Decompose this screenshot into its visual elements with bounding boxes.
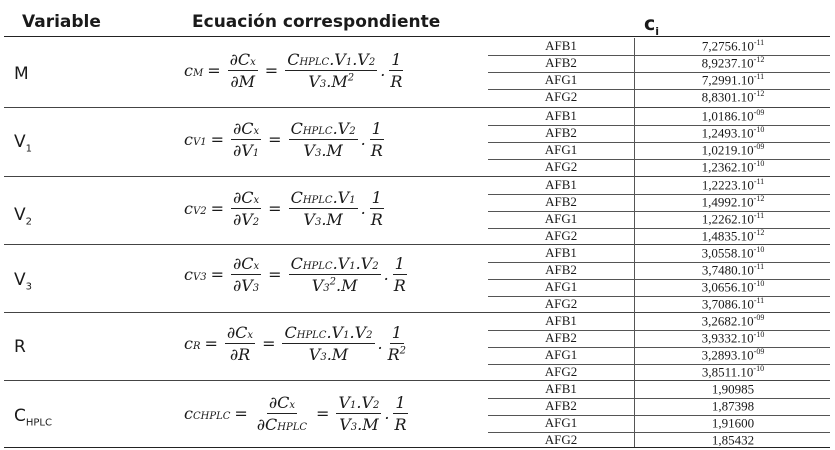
variable-label: M: [14, 64, 29, 84]
ci-label: AFG1: [544, 72, 578, 87]
variable-label: $C_{HPLC}$: [14, 406, 52, 429]
variable-label: $V_2$: [14, 205, 33, 228]
ci-value: $1,0219.10^{-09}$: [701, 142, 765, 158]
header-variable: Variable: [22, 12, 101, 32]
ci-label: AFB1: [545, 38, 577, 53]
ci-row: [488, 313, 830, 330]
row-separator: [488, 194, 830, 195]
ci-value: $1,2493.10^{-10}$: [701, 125, 765, 141]
ci-label: AFB1: [545, 381, 577, 396]
ci-row: [488, 38, 830, 55]
variable-label: $V_1$: [14, 132, 33, 155]
ci-label: AFB2: [545, 398, 577, 413]
ci-value: $1,2223.10^{-11}$: [701, 177, 765, 193]
ci-label: AFG2: [544, 364, 578, 379]
ci-label: AFB2: [545, 194, 577, 209]
ci-value: $3,0558.10^{-10}$: [701, 245, 765, 261]
ci-label: AFB2: [545, 262, 577, 277]
ci-value: $7,2756.10^{-11}$: [701, 38, 765, 54]
row-separator: [488, 228, 830, 229]
ci-value: 1,85432: [711, 432, 755, 448]
header-equation: Ecuación correspondiente: [192, 12, 441, 32]
ci-row: [488, 142, 830, 159]
ci-value: 1,90985: [711, 381, 755, 397]
header-rule: [4, 36, 830, 37]
header-ci-sub: i: [655, 24, 660, 38]
row-separator: [488, 364, 830, 365]
ci-label: AFB1: [545, 108, 577, 123]
ci-value: $3,2682.10^{-09}$: [701, 313, 765, 329]
ci-label: AFG2: [544, 296, 578, 311]
ci-row: [488, 347, 830, 364]
row-separator: [488, 398, 830, 399]
ci-label: AFB2: [545, 55, 577, 70]
ci-row: [488, 415, 830, 432]
ci-value: 1,91600: [711, 415, 755, 431]
ci-row: [488, 330, 830, 347]
ci-label: AFB1: [545, 177, 577, 192]
ci-row: [488, 194, 830, 211]
ci-value: $3,7480.10^{-11}$: [701, 262, 765, 278]
ci-label: AFB1: [545, 313, 577, 328]
row-separator: [488, 347, 830, 348]
ci-row: [488, 72, 830, 89]
ci-value: $1,4835.10^{-12}$: [701, 228, 765, 244]
ci-value: $3,0656.10^{-10}$: [701, 279, 765, 295]
row-separator: [488, 125, 830, 126]
variable-label: R: [14, 337, 26, 357]
ci-value: $3,2893.10^{-09}$: [701, 347, 765, 363]
equation-r: cR = $\frac{\partial Cx}{\partial R}$ = $\frac{\text{CHPLC.V1.V2}}{V3.M}$ . $\frac{1}{R^2}$: [184, 323, 407, 364]
ci-row: [488, 296, 830, 313]
row-separator: [488, 279, 830, 280]
row-separator: [488, 432, 830, 433]
row-separator: [488, 262, 830, 263]
row-separator: [488, 89, 830, 90]
ci-label: AFB2: [545, 125, 577, 140]
ci-value: $7,2991.10^{-11}$: [701, 72, 765, 88]
ci-row: [488, 364, 830, 381]
row-separator: [488, 296, 830, 297]
ci-label: AFB2: [545, 330, 577, 345]
equation-v2: cV2 = $\frac{\partial Cx}{\partial V2}$ = $\frac{\text{CHPLC.V1}}{V3.M}$ . $\frac{1}{R}$: [184, 188, 383, 229]
ci-value: $3,7086.10^{-11}$: [701, 296, 765, 312]
ci-label: AFG2: [544, 89, 578, 104]
ci-label: AFG1: [544, 142, 578, 157]
ci-row: [488, 125, 830, 142]
ci-value: $1,4992.10^{-12}$: [701, 194, 765, 210]
ci-label: AFG1: [544, 415, 578, 430]
row-separator: [488, 415, 830, 416]
ci-row: [488, 432, 830, 449]
ci-label: AFG1: [544, 211, 578, 226]
row-separator: [488, 142, 830, 143]
ci-value: 1,87398: [711, 398, 755, 414]
ci-row: [488, 108, 830, 125]
ci-row: [488, 245, 830, 262]
ci-value: $1,0186.10^{-09}$: [701, 108, 765, 124]
ci-row: [488, 262, 830, 279]
ci-label: AFB1: [545, 245, 577, 260]
ci-value: $8,8301.10^{-12}$: [701, 89, 765, 105]
equation-chplc: cCHPLC = $\frac{\partial Cx}{\text{∂CHPLC}}$ = $\frac{V1.V2}{V3.M}$ . $\frac{1}{R}$: [184, 393, 407, 434]
row-separator: [488, 72, 830, 73]
header-ci-main: c: [644, 13, 656, 35]
ci-value: $1,2262.10^{-11}$: [701, 211, 765, 227]
ci-row: [488, 159, 830, 176]
ci-row: [488, 89, 830, 106]
row-separator: [488, 211, 830, 212]
equation-m: cM = $\frac{\partial Cx}{\partial M}$ = $\frac{\text{CHPLC.V1.V2}}{V3.M^2}$ . $\frac{1}{R}$: [184, 50, 403, 91]
ci-value: $8,9237.10^{-12}$: [701, 55, 765, 71]
ci-label: AFG2: [544, 159, 578, 174]
ci-row: [488, 398, 830, 415]
ci-value: $3,8511.10^{-10}$: [701, 364, 765, 380]
equation-v3: cV3 = $\frac{\partial Cx}{\partial V3}$ = $\frac{\text{CHPLC.V1.V2}}{V3^2.M}$ . $\frac{1}{R}$: [184, 254, 406, 295]
ci-label: AFG1: [544, 279, 578, 294]
ci-value: $1,2362.10^{-10}$: [701, 159, 765, 175]
row-separator: [488, 55, 830, 56]
ci-row: [488, 55, 830, 72]
ci-row: [488, 381, 830, 398]
ci-label: AFG1: [544, 347, 578, 362]
variable-label: $V_3$: [14, 270, 33, 293]
ci-label: AFG2: [544, 228, 578, 243]
ci-row: [488, 228, 830, 245]
equation-v1: cV1 = $\frac{\partial Cx}{\partial V1}$ = $\frac{\text{CHPLC.V2}}{V3.M}$ . $\frac{1}{R}$: [184, 119, 383, 160]
ci-value: $3,9332.10^{-10}$: [701, 330, 765, 346]
row-separator: [488, 159, 830, 160]
ci-row: [488, 211, 830, 228]
ci-row: [488, 279, 830, 296]
ci-row: [488, 177, 830, 194]
ci-label: AFG2: [544, 432, 578, 447]
row-separator: [488, 330, 830, 331]
